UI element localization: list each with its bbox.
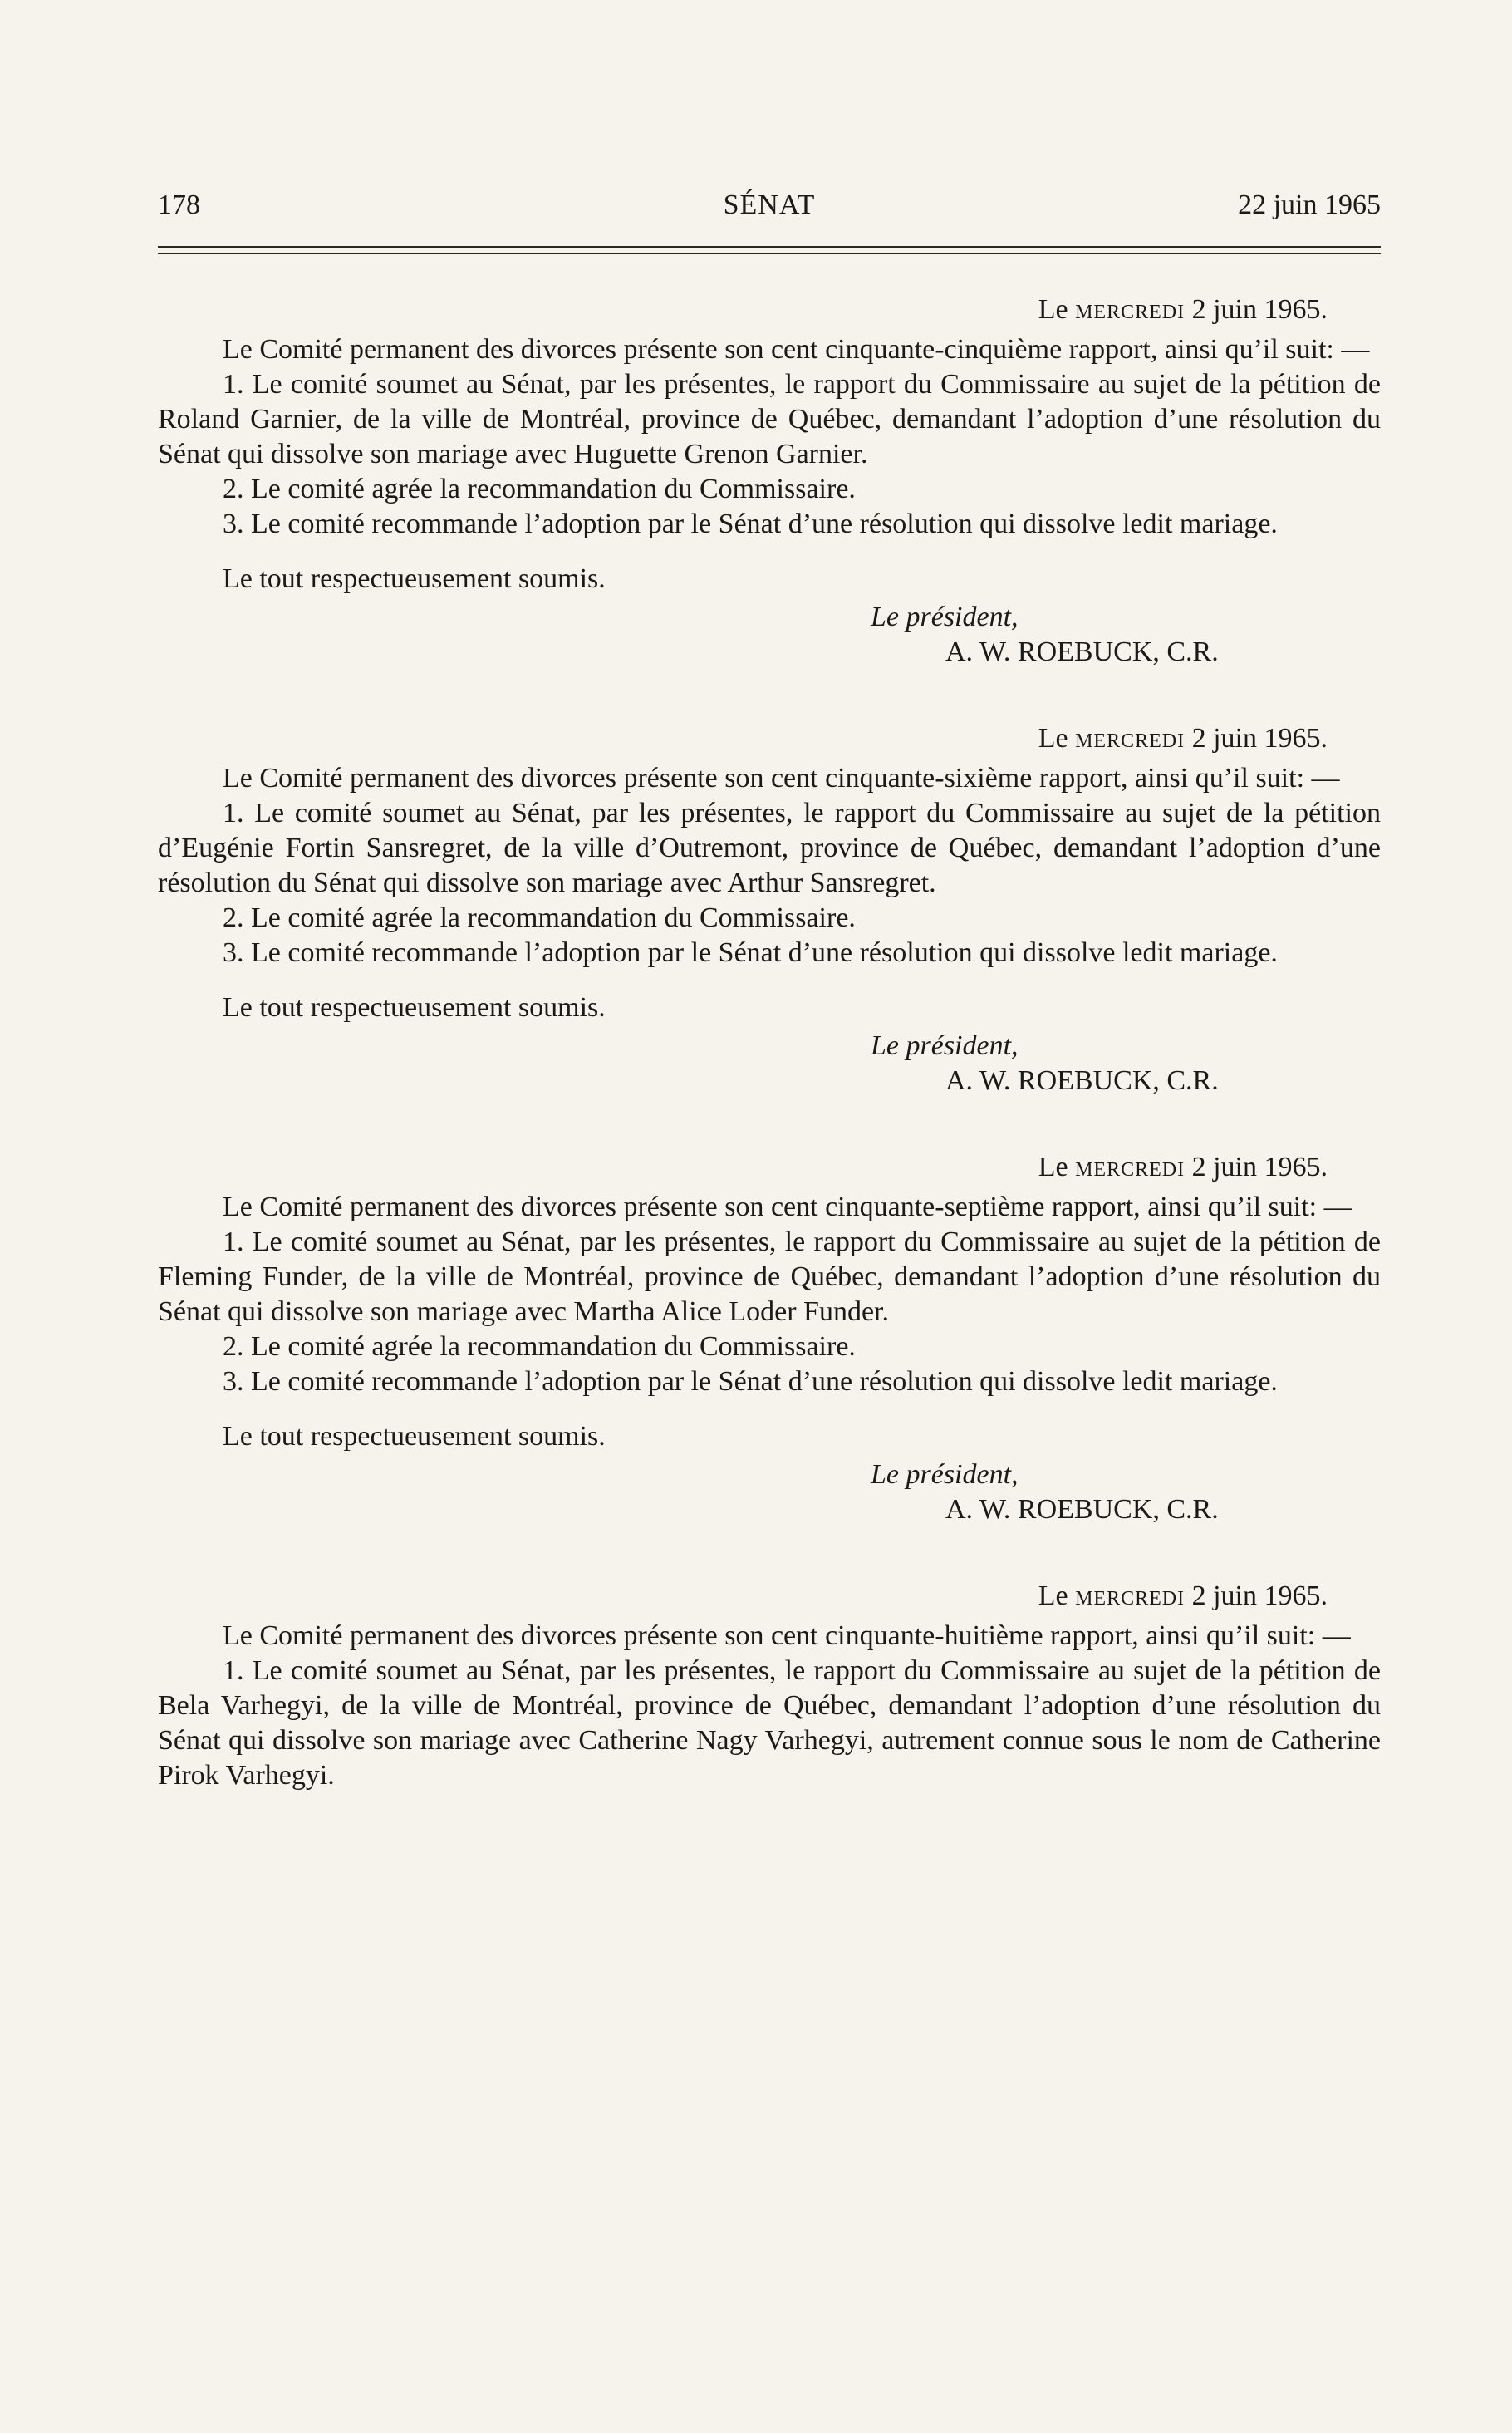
signature-name: A. W. ROEBUCK, C.R. <box>945 637 1219 667</box>
report-item: 2. Le comité agrée la recommandation du Commissaire. <box>223 474 856 504</box>
dateline-prefix: Le <box>1038 1580 1068 1611</box>
page-number: 178 <box>158 189 200 220</box>
header-rule-bottom <box>158 253 1381 254</box>
report-intro: Le Comité permanent des divorces présente son cent cinquante-cinquième rapport, ainsi qu’il suit: — <box>223 334 1370 365</box>
report-closing: Le tout respectueusement soumis. <box>223 1421 606 1452</box>
report-item: 2. Le comité agrée la recommandation du Commissaire. <box>223 1331 856 1362</box>
report-section <box>158 1150 1381 1527</box>
report-item: 1. Le comité soumet au Sénat, par les présentes, le rapport du Commissaire au sujet de la pétition de Fleming Funder, de la ville de Montréal, province de Québec, demandant l’adoption d’une résolution du Sénat qui dissolve son mariage avec Martha Alice Loder Funder. <box>158 1226 1381 1327</box>
report-item: 3. Le comité recommande l’adoption par le Sénat d’une résolution qui dissolve ledit mariage. <box>223 509 1278 539</box>
dateline-day: mercredi <box>1075 1580 1186 1611</box>
dateline-date: 2 juin 1965. <box>1191 1580 1328 1611</box>
report-item: 1. Le comité soumet au Sénat, par les présentes, le rapport du Commissaire au sujet de la pétition de Roland Garnier, de la ville de Montréal, province de Québec, demandant l’adoption d’une résolution du Sénat qui dissolve son mariage avec Huguette Grenon Garnier. <box>158 369 1381 469</box>
page-header <box>158 189 1381 231</box>
dateline-date: 2 juin 1965. <box>1191 1152 1328 1182</box>
report-item: 2. Le comité agrée la recommandation du Commissaire. <box>223 902 856 933</box>
report-section <box>158 1579 1381 1793</box>
section-dateline <box>158 1579 1381 1614</box>
section-dateline <box>158 292 1381 327</box>
section-dateline <box>158 1150 1381 1185</box>
report-item: 3. Le comité recommande l’adoption par le Sénat d’une résolution qui dissolve ledit mariage. <box>223 1366 1278 1397</box>
report-section <box>158 292 1381 670</box>
report-intro: Le Comité permanent des divorces présente son cent cinquante-septième rapport, ainsi qu’il suit: — <box>223 1192 1352 1222</box>
report-intro: Le Comité permanent des divorces présente son cent cinquante-sixième rapport, ainsi qu’il suit: — <box>223 763 1340 794</box>
report-closing: Le tout respectueusement soumis. <box>223 563 606 594</box>
report-section <box>158 721 1381 1099</box>
signature-name: A. W. ROEBUCK, C.R. <box>945 1065 1219 1096</box>
signature-role: Le président, <box>871 1030 1019 1061</box>
signature-name: A. W. ROEBUCK, C.R. <box>945 1494 1219 1525</box>
dateline-day: mercredi <box>1075 294 1186 325</box>
signature-block <box>871 1029 1381 1099</box>
page-content <box>158 292 1381 1845</box>
report-item: 1. Le comité soumet au Sénat, par les présentes, le rapport du Commissaire au sujet de la pétition de Bela Varhegyi, de la ville de Montréal, province de Québec, demandant l’adoption d’une résolution du Sénat qui dissolve son mariage avec Catherine Nagy Varhegyi, autrement connue sous le nom de Catherine Pirok Varhegyi. <box>158 1655 1381 1791</box>
dateline-prefix: Le <box>1038 294 1068 325</box>
dateline-date: 2 juin 1965. <box>1191 723 1328 754</box>
dateline-day: mercredi <box>1075 723 1186 754</box>
header-date: 22 juin 1965 <box>1238 189 1381 220</box>
dateline-day: mercredi <box>1075 1152 1186 1182</box>
header-rule-top <box>158 246 1381 248</box>
report-item: 3. Le comité recommande l’adoption par le Sénat d’une résolution qui dissolve ledit mariage. <box>223 937 1278 968</box>
signature-role: Le président, <box>871 1459 1019 1490</box>
report-closing: Le tout respectueusement soumis. <box>223 992 606 1023</box>
dateline-prefix: Le <box>1038 1152 1068 1182</box>
page-title: SÉNAT <box>723 189 816 220</box>
dateline-date: 2 juin 1965. <box>1191 294 1328 325</box>
signature-block <box>871 1457 1381 1527</box>
report-intro: Le Comité permanent des divorces présente son cent cinquante-huitième rapport, ainsi qu’il suit: — <box>223 1620 1351 1651</box>
dateline-prefix: Le <box>1038 723 1068 754</box>
section-dateline <box>158 721 1381 756</box>
signature-block <box>871 600 1381 670</box>
signature-role: Le président, <box>871 602 1019 632</box>
report-item: 1. Le comité soumet au Sénat, par les présentes, le rapport du Commissaire au sujet de la pétition d’Eugénie Fortin Sansregret, de la ville d’Outremont, province de Québec, demandant l’adoption d’une résolution du Sénat qui dissolve son mariage avec Arthur Sansregret. <box>158 798 1381 898</box>
